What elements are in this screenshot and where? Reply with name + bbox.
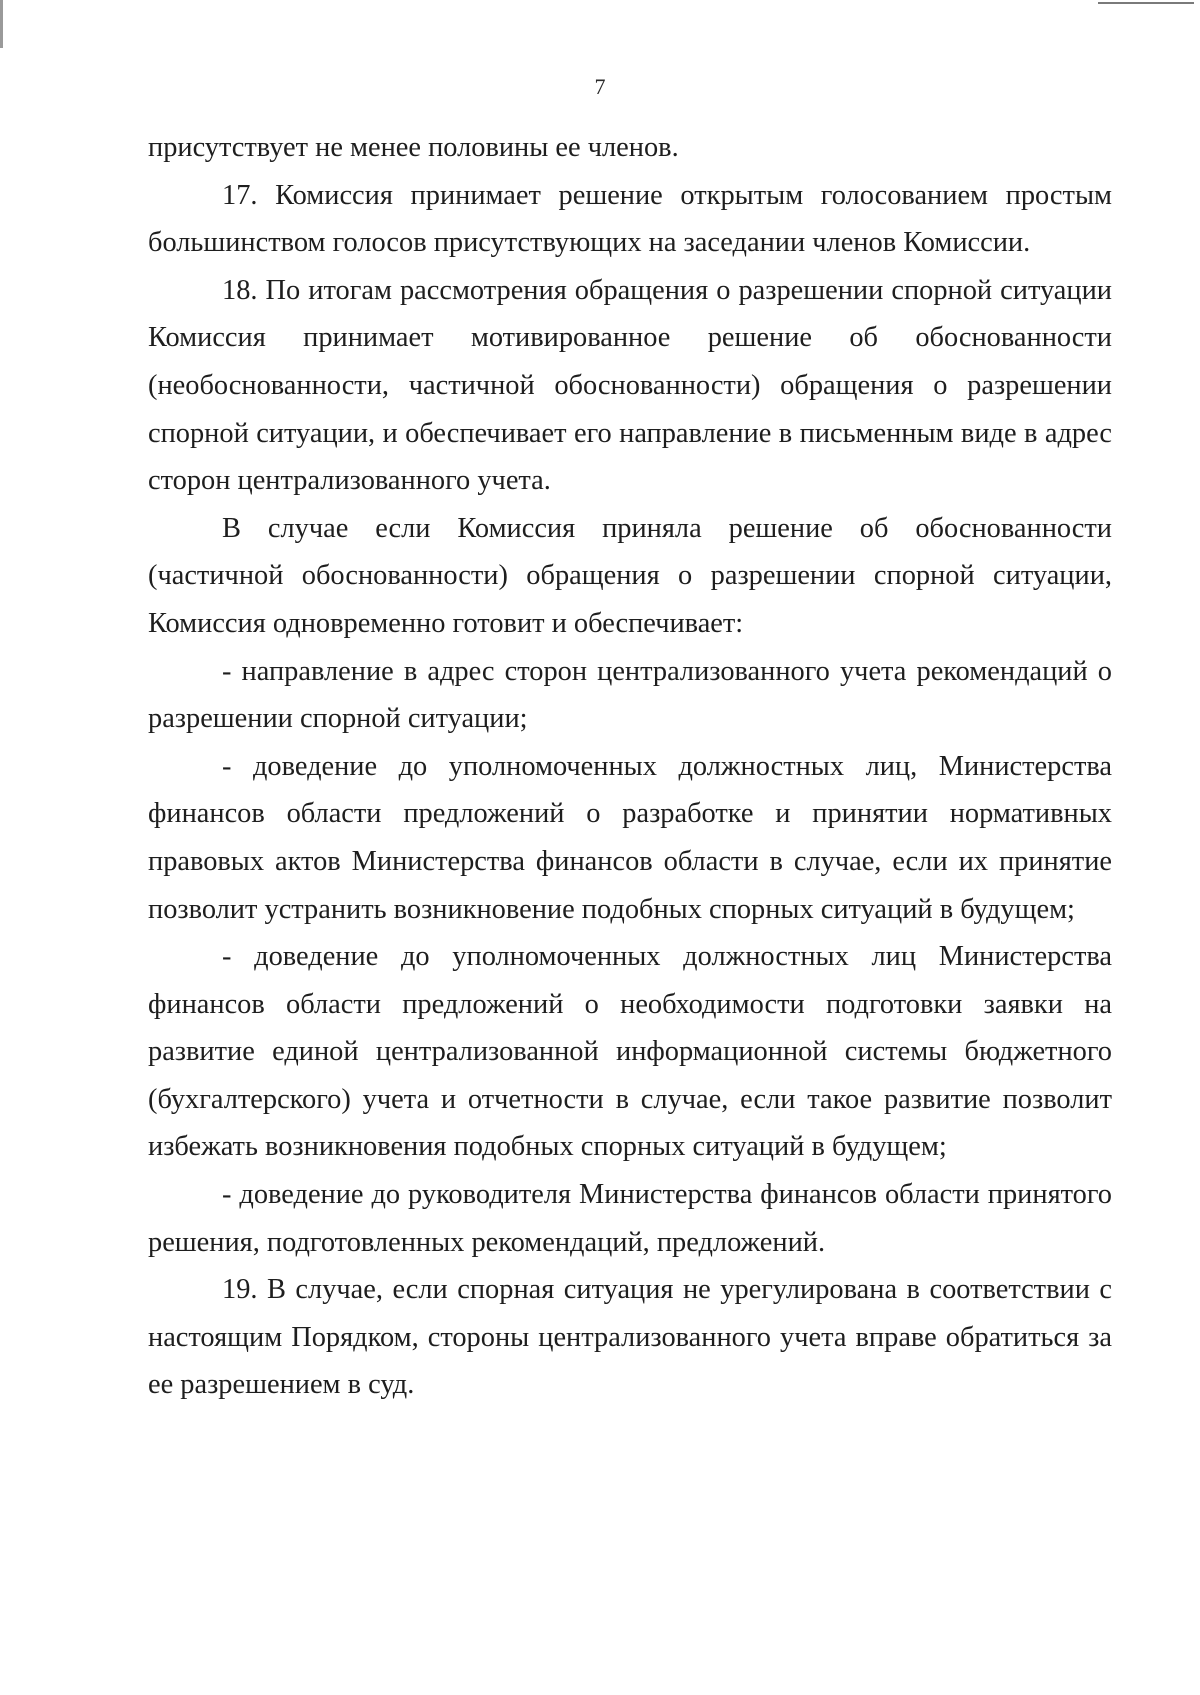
page-number: 7 [594,74,606,99]
list-item-system-development: - доведение до уполномоченных должностных лиц Министерства финансов области предложений о необходимости подготовки заявки на развитие единой централизованной информационной системы бюджетного (бухгалтерского) учета и отчетности в случае, если такое развитие позволит избежать возникновения подобных спорных ситуаций в будущем; [148,941,1112,1163]
scan-edge-line [1098,2,1194,4]
list-item-normative-acts: - доведение до уполномоченных должностных лиц, Министерства финансов области предложений о разработке и принятии нормативных правовых актов Министерства финансов области в случае, если их принятие позволит устранить возникновение подобных спорных ситуаций в будущем; [148,750,1112,925]
paragraph-item-19: 19. В случае, если спорная ситуация не урегулирована в соответствии с настоящим Порядком, стороны централизованного учета вправе обратиться за ее разрешением в суд. [148,1274,1112,1401]
paragraph-continuation: присутствует не менее половины ее членов. [148,132,679,163]
paragraph-justified-decision: В случае если Комиссия приняла решение об обоснованности (частичной обоснованности) обращения о разрешении спорной ситуации, Комиссия одновременно готовит и обеспечивает: [148,512,1112,639]
paragraph-item-18: 18. По итогам рассмотрения обращения о разрешении спорной ситуации Комиссия принимает мотивированное решение об обоснованности (необоснованности, частичной обоснованности) обращения о разрешении спорной ситуации, и обеспечивает его направление в письменным виде в адрес сторон централизованного учета. [148,274,1112,497]
list-item-recommendations: - направление в адрес сторон централизованного учета рекомендаций о разрешении спорной ситуации; [148,655,1112,735]
document-body [148,124,1112,1409]
list-item-head-notification: - доведение до руководителя Министерства финансов области принятого решения, подготовленных рекомендаций, предложений. [148,1179,1112,1258]
paragraph-item-17: 17. Комиссия принимает решение открытым голосованием простым большинством голосов присутствующих на заседании членов Комиссии. [148,179,1112,259]
scan-edge-mark [0,0,3,48]
